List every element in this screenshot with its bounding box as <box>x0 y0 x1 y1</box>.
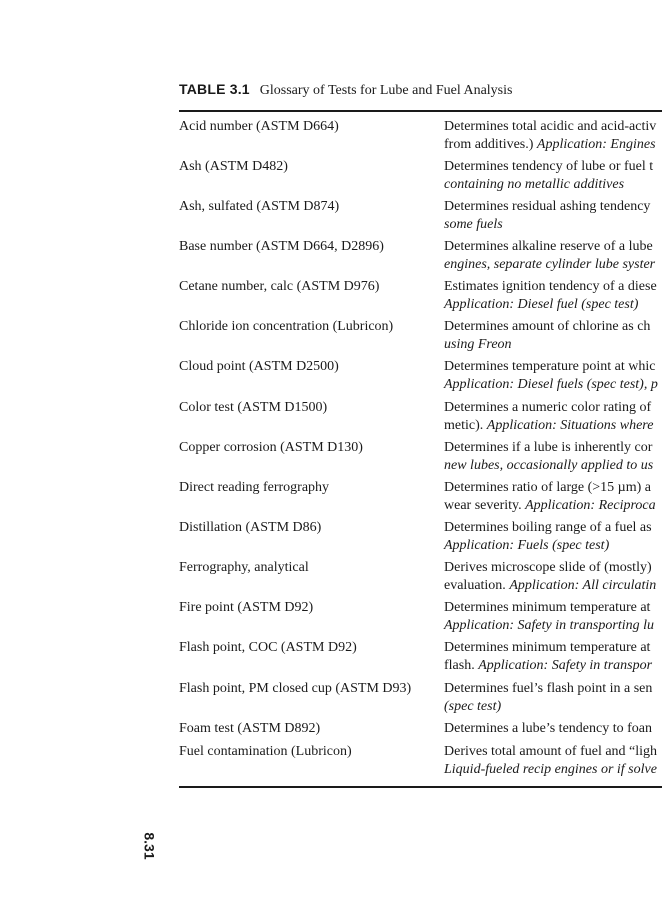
description-line <box>444 256 655 274</box>
application-text: Application: Reciproca <box>525 497 656 513</box>
application-text: Application: Diesel fuel (spec test) <box>444 296 639 312</box>
description-line: Determines minimum temperature at <box>444 600 651 615</box>
test-description <box>444 519 652 554</box>
test-description <box>444 238 655 273</box>
description-text: from additives.) <box>444 136 537 152</box>
test-name: Flash point, PM closed cup (ASTM D93) <box>179 681 412 696</box>
application-text: Application: Engines <box>536 136 656 152</box>
description-line: Determines boiling range of a fuel as <box>444 520 652 535</box>
description-line <box>444 136 656 154</box>
test-name: Direct reading ferrography <box>179 480 330 495</box>
test-name: Cetane number, calc (ASTM D976) <box>179 279 380 294</box>
description-line <box>444 376 658 394</box>
application-text: Application: Situations where <box>486 417 654 433</box>
test-description <box>444 559 656 594</box>
description-line <box>444 657 652 675</box>
test-name: Ferrography, analytical <box>179 560 309 575</box>
description-line: Estimates ignition tendency of a diese <box>444 279 657 294</box>
application-text: engines, separate cylinder lube syster <box>444 256 656 272</box>
description-line <box>444 216 650 234</box>
description-line: Determines ratio of large (>15 µm) a <box>444 480 651 495</box>
description-line <box>444 336 650 354</box>
description-line: Determines residual ashing tendency <box>444 199 651 214</box>
description-line: Determines minimum temperature at <box>444 640 651 655</box>
test-name: Color test (ASTM D1500) <box>179 400 328 415</box>
description-line: Determines total acidic and acid-activ <box>444 119 657 134</box>
application-text: using Freon <box>444 336 512 352</box>
description-line <box>444 296 657 314</box>
test-name: Distillation (ASTM D86) <box>179 520 322 535</box>
test-name: Base number (ASTM D664, D2896) <box>179 239 384 254</box>
description-line <box>444 457 653 475</box>
description-line: Determines alkaline reserve of a lube <box>444 239 653 254</box>
table-caption <box>179 81 512 99</box>
application-text: Liquid-fueled recip engines or if solve <box>444 761 657 777</box>
application-text: containing no metallic additives <box>444 176 625 192</box>
test-description <box>444 680 652 715</box>
description-line <box>444 497 656 515</box>
test-name: Fire point (ASTM D92) <box>179 600 314 615</box>
description-line <box>444 617 654 635</box>
test-description <box>444 743 657 778</box>
application-text: Application: Fuels (spec test) <box>444 537 610 553</box>
description-line: Determines a numeric color rating of <box>444 400 652 415</box>
test-description <box>444 198 650 233</box>
test-description <box>444 439 653 474</box>
description-text: metic). <box>444 417 487 433</box>
description-line <box>444 577 656 595</box>
test-name: Cloud point (ASTM D2500) <box>179 359 339 374</box>
test-name: Chloride ion concentration (Lubricon) <box>179 319 394 334</box>
description-text: wear severity. <box>444 497 526 513</box>
description-line: Determines amount of chlorine as ch <box>444 319 651 334</box>
application-text: Application: Diesel fuels (spec test), p <box>444 376 658 392</box>
application-text: (spec test) <box>444 698 502 714</box>
test-description <box>444 720 652 738</box>
description-line: Derives total amount of fuel and “ligh <box>444 744 658 759</box>
test-description <box>444 278 657 313</box>
test-description <box>444 639 652 674</box>
description-line: Determines a lube’s tendency to foan <box>444 721 652 736</box>
test-description <box>444 158 653 193</box>
description-text: evaluation. <box>444 577 510 593</box>
description-line <box>444 417 653 435</box>
description-text: flash. <box>444 657 479 673</box>
application-text: some fuels <box>444 216 503 232</box>
application-text: Application: Safety in transporting lu <box>444 617 654 633</box>
application-text: Application: Safety in transpor <box>478 657 653 673</box>
description-line: Derives microscope slide of (mostly) <box>444 560 652 575</box>
page-number: 8.31 <box>141 832 158 860</box>
test-description <box>444 479 656 514</box>
test-description <box>444 399 653 434</box>
description-line <box>444 698 652 716</box>
description-line <box>444 537 652 555</box>
test-description <box>444 599 654 634</box>
table-label: TABLE 3.1 <box>179 81 250 97</box>
test-name: Foam test (ASTM D892) <box>179 721 321 736</box>
description-line: Determines tendency of lube or fuel t <box>444 159 654 174</box>
description-line <box>444 761 657 779</box>
test-name: Flash point, COC (ASTM D92) <box>179 640 357 655</box>
test-name: Ash, sulfated (ASTM D874) <box>179 199 340 214</box>
table-top-rule <box>179 110 662 112</box>
description-line: Determines temperature point at whic <box>444 359 656 374</box>
table-title: Glossary of Tests for Lube and Fuel Analysis <box>259 83 513 98</box>
test-description <box>444 318 650 353</box>
test-name: Copper corrosion (ASTM D130) <box>179 440 363 455</box>
application-text: Application: All circulatin <box>509 577 657 593</box>
description-line <box>444 176 653 194</box>
test-name: Acid number (ASTM D664) <box>179 119 339 134</box>
application-text: new lubes, occasionally applied to us <box>444 457 654 473</box>
table-bottom-rule <box>179 786 662 788</box>
test-name: Fuel contamination (Lubricon) <box>179 744 352 759</box>
test-description <box>444 358 658 393</box>
test-name: Ash (ASTM D482) <box>179 159 288 174</box>
description-line: Determines if a lube is inherently cor <box>444 440 653 455</box>
test-description <box>444 118 656 153</box>
description-line: Determines fuel’s flash point in a sen <box>444 681 653 696</box>
